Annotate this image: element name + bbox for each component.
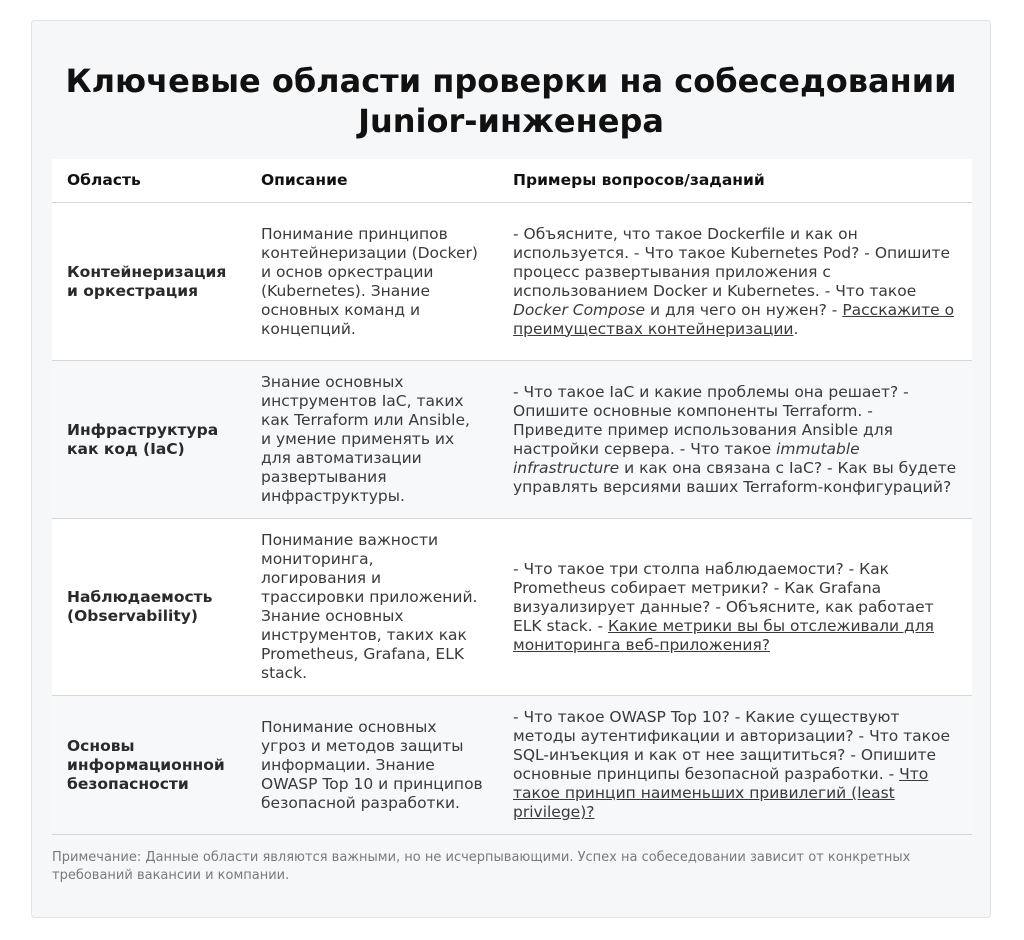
example-link[interactable]: Какие метрики вы бы отслеживали для мониторинга веб-приложения? (513, 616, 935, 654)
area-cell: Контейнеризация и оркестрация (52, 203, 246, 361)
emphasis-text: Docker Compose (513, 300, 646, 319)
example-link[interactable]: Расскажите о преимуществах контейнеризации (513, 300, 955, 338)
area-cell: Инфраструктура как код (IaC) (52, 361, 246, 519)
footnote: Примечание: Данные области являются важными, но не исчерпывающими. Успех на собеседовании зависит от конкретных требований вакансии и компании. (52, 850, 911, 883)
description-cell: Понимание принципов контейнеризации (Docker) и основ оркестрации (Kubernetes). Знание основных команд и концепций. (246, 203, 498, 361)
areas-table (52, 159, 972, 835)
table-row (52, 203, 972, 361)
column-header-description: Описание (246, 159, 498, 203)
description-cell: Понимание основных угроз и методов защиты информации. Знание OWASP Top 10 и принципов безопасной разработки. (246, 696, 498, 835)
area-cell: Наблюдаемость (Observability) (52, 519, 246, 696)
examples-cell: - Объясните, что такое Dockerfile и как он используется. - Что такое Kubernetes Pod? - Опишите процесс развертывания приложения с использованием Docker и Kubernetes. - Что такое Docker Compose и для чего он нужен? - Расскажите о преимуществах контейнеризации. (498, 203, 972, 361)
page-title: Ключевые области проверки на собеседовании Junior-инженера (65, 62, 957, 140)
area-cell: Основы информационной безопасности (52, 696, 246, 835)
examples-cell: - Что такое OWASP Top 10? - Какие существуют методы аутентификации и авторизации? - Что такое SQL-инъекция и как от нее защититься? - Опишите основные принципы безопасной разработки. - Что такое принцип наименьших привилегий (least privilege)? (498, 696, 972, 835)
example-link[interactable]: Что такое принцип наименьших привилегий (least privilege)? (513, 765, 929, 821)
description-cell: Понимание важности мониторинга, логирования и трассировки приложений. Знание основных инструментов, таких как Prometheus, Grafana, ELK stack. (246, 519, 498, 696)
content-card (31, 20, 991, 918)
emphasis-text: immutable infrastructure (513, 439, 860, 477)
description-cell: Знание основных инструментов IaC, таких как Terraform или Ansible, и умение применять их для автоматизации развертывания инфраструктуры. (246, 361, 498, 519)
table-row (52, 696, 972, 835)
table-header-row (52, 159, 972, 203)
column-header-area: Область (52, 159, 246, 203)
table-row (52, 361, 972, 519)
examples-cell: - Что такое IaC и какие проблемы она решает? - Опишите основные компоненты Terraform. - Приведите пример использования Ansible для настройки сервера. - Что такое immutable infrastructure и как она связана с IaC? - Как вы будете управлять версиями ваших Terraform-конфигураций? (498, 361, 972, 519)
table-row (52, 519, 972, 696)
column-header-examples: Примеры вопросов/заданий (498, 159, 972, 203)
examples-cell: - Что такое три столпа наблюдаемости? - Как Prometheus собирает метрики? - Как Grafana визуализирует данные? - Объясните, как работает ELK stack. - Какие метрики вы бы отслеживали для мониторинга веб-приложения? (498, 519, 972, 696)
